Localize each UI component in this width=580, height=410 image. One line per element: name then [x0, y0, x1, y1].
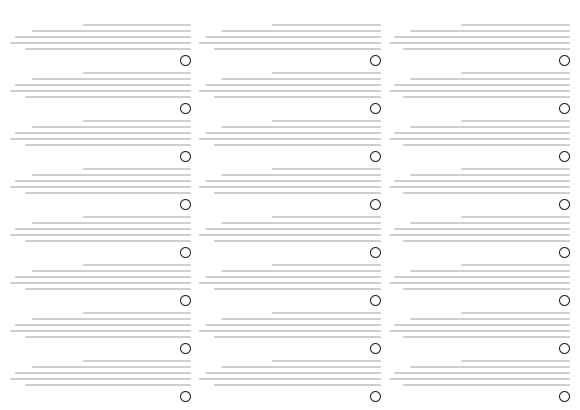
text-line-placeholder: [15, 277, 191, 279]
declaration-number: [559, 343, 570, 354]
text-line-placeholder: [403, 97, 570, 99]
text-line-placeholder: [83, 313, 192, 315]
text-line-placeholder: [10, 91, 191, 93]
declaration-number: [370, 103, 381, 114]
declaration-block: [10, 167, 191, 210]
declaration-block: [199, 263, 380, 306]
text-line-placeholder: [32, 79, 192, 81]
text-line-placeholder: [205, 229, 381, 231]
text-line-placeholder: [389, 331, 570, 333]
text-line-placeholder: [25, 193, 192, 195]
text-line-placeholder: [15, 373, 191, 375]
declaration-block: [199, 359, 380, 402]
declaration-number: [559, 391, 570, 402]
declaration-number: [559, 151, 570, 162]
text-line-placeholder: [10, 379, 191, 381]
declaration-heading: [199, 247, 380, 258]
declaration-block: [10, 119, 191, 162]
text-line-placeholder: [214, 49, 381, 51]
declaration-block: [389, 359, 570, 402]
text-line-placeholder: [394, 325, 570, 327]
declaration-number: [370, 247, 381, 258]
text-line-placeholder: [403, 241, 570, 243]
text-line-placeholder: [221, 175, 381, 177]
text-column: [199, 8, 380, 402]
declaration-heading: [389, 55, 570, 66]
declaration-number: [370, 343, 381, 354]
text-line-placeholder: [32, 367, 192, 369]
text-line-placeholder: [83, 361, 192, 363]
text-line-placeholder: [403, 193, 570, 195]
text-line-placeholder: [389, 91, 570, 93]
declaration-number: [180, 295, 191, 306]
text-line-placeholder: [394, 37, 570, 39]
text-line-placeholder: [221, 79, 381, 81]
text-column: [10, 8, 191, 402]
text-line-placeholder: [32, 271, 192, 273]
text-line-placeholder: [25, 241, 192, 243]
text-line-placeholder: [410, 175, 570, 177]
declaration-heading: [389, 103, 570, 114]
text-line-placeholder: [10, 331, 191, 333]
text-line-placeholder: [403, 289, 570, 291]
text-line-placeholder: [32, 31, 192, 33]
text-line-placeholder: [272, 265, 381, 267]
text-line-placeholder: [25, 385, 192, 387]
declaration-block: [199, 71, 380, 114]
declaration-heading: [389, 391, 570, 402]
declaration-number: [370, 391, 381, 402]
declaration-heading: [199, 295, 380, 306]
declaration-heading: [199, 103, 380, 114]
text-line-placeholder: [15, 133, 191, 135]
text-line-placeholder: [214, 241, 381, 243]
text-line-placeholder: [10, 187, 191, 189]
declaration-block: [199, 311, 380, 354]
declaration-number: [370, 199, 381, 210]
text-line-placeholder: [25, 289, 192, 291]
text-line-placeholder: [461, 121, 570, 123]
text-line-placeholder: [25, 337, 192, 339]
declaration-heading: [199, 391, 380, 402]
text-line-placeholder: [394, 181, 570, 183]
text-line-placeholder: [205, 133, 381, 135]
declaration-number: [559, 295, 570, 306]
declaration-number: [180, 391, 191, 402]
text-line-placeholder: [272, 217, 381, 219]
text-line-placeholder: [15, 37, 191, 39]
text-line-placeholder: [83, 121, 192, 123]
text-line-placeholder: [32, 223, 192, 225]
text-line-placeholder: [83, 265, 192, 267]
declaration-heading: [389, 199, 570, 210]
text-line-placeholder: [83, 25, 192, 27]
text-line-placeholder: [461, 73, 570, 75]
text-line-placeholder: [394, 373, 570, 375]
text-line-placeholder: [221, 223, 381, 225]
text-line-placeholder: [10, 235, 191, 237]
declaration-block: [10, 215, 191, 258]
text-line-placeholder: [10, 139, 191, 141]
text-line-placeholder: [410, 223, 570, 225]
declaration-heading: [10, 55, 191, 66]
text-line-placeholder: [83, 73, 192, 75]
text-line-placeholder: [389, 235, 570, 237]
declaration-number: [559, 247, 570, 258]
text-line-placeholder: [32, 127, 192, 129]
text-line-placeholder: [272, 25, 381, 27]
text-line-placeholder: [272, 361, 381, 363]
text-line-placeholder: [205, 181, 381, 183]
text-line-placeholder: [403, 337, 570, 339]
declaration-heading: [10, 199, 191, 210]
text-line-placeholder: [214, 97, 381, 99]
text-line-placeholder: [205, 37, 381, 39]
declaration-heading: [10, 295, 191, 306]
declaration-heading: [10, 247, 191, 258]
text-line-placeholder: [272, 169, 381, 171]
declaration-number: [370, 55, 381, 66]
text-line-placeholder: [205, 85, 381, 87]
text-line-placeholder: [461, 313, 570, 315]
text-line-placeholder: [461, 169, 570, 171]
text-line-placeholder: [205, 325, 381, 327]
text-line-placeholder: [25, 145, 192, 147]
declaration-heading: [199, 199, 380, 210]
text-line-placeholder: [389, 187, 570, 189]
declaration-number: [180, 247, 191, 258]
text-line-placeholder: [272, 121, 381, 123]
text-line-placeholder: [461, 25, 570, 27]
text-line-placeholder: [199, 235, 380, 237]
declaration-block: [389, 23, 570, 66]
text-line-placeholder: [199, 91, 380, 93]
text-line-placeholder: [214, 289, 381, 291]
text-line-placeholder: [199, 283, 380, 285]
declaration-number: [559, 103, 570, 114]
declaration-heading: [389, 151, 570, 162]
text-line-placeholder: [25, 49, 192, 51]
text-line-placeholder: [199, 43, 380, 45]
text-line-placeholder: [15, 229, 191, 231]
text-line-placeholder: [410, 127, 570, 129]
declaration-number: [559, 199, 570, 210]
text-line-placeholder: [32, 175, 192, 177]
text-line-placeholder: [403, 145, 570, 147]
text-line-placeholder: [15, 325, 191, 327]
text-line-placeholder: [199, 187, 380, 189]
declaration-block: [199, 23, 380, 66]
declaration-block: [389, 167, 570, 210]
text-line-placeholder: [461, 217, 570, 219]
text-column: [389, 8, 570, 402]
text-line-placeholder: [410, 367, 570, 369]
text-line-placeholder: [394, 277, 570, 279]
declaration-number: [370, 295, 381, 306]
text-line-placeholder: [389, 283, 570, 285]
text-line-placeholder: [199, 331, 380, 333]
declaration-block: [10, 263, 191, 306]
text-line-placeholder: [221, 367, 381, 369]
text-line-placeholder: [394, 85, 570, 87]
declaration-heading: [10, 103, 191, 114]
declaration-number: [180, 55, 191, 66]
declaration-block: [389, 119, 570, 162]
declaration-heading: [199, 151, 380, 162]
text-line-placeholder: [403, 385, 570, 387]
text-line-placeholder: [389, 139, 570, 141]
declaration-block: [199, 119, 380, 162]
declaration-heading: [10, 151, 191, 162]
text-line-placeholder: [389, 43, 570, 45]
declaration-block: [389, 71, 570, 114]
text-line-placeholder: [83, 217, 192, 219]
text-line-placeholder: [221, 319, 381, 321]
text-line-placeholder: [410, 319, 570, 321]
text-line-placeholder: [394, 229, 570, 231]
declaration-number: [180, 199, 191, 210]
text-line-placeholder: [272, 313, 381, 315]
declaration-block: [199, 215, 380, 258]
text-line-placeholder: [10, 283, 191, 285]
text-line-placeholder: [205, 373, 381, 375]
text-line-placeholder: [221, 31, 381, 33]
text-line-placeholder: [10, 43, 191, 45]
text-line-placeholder: [205, 277, 381, 279]
text-line-placeholder: [403, 49, 570, 51]
text-line-placeholder: [214, 337, 381, 339]
text-line-placeholder: [410, 31, 570, 33]
text-line-placeholder: [389, 379, 570, 381]
text-line-placeholder: [199, 379, 380, 381]
declaration-block: [10, 23, 191, 66]
declaration-block: [10, 359, 191, 402]
declaration-block: [389, 311, 570, 354]
text-line-placeholder: [394, 133, 570, 135]
text-line-placeholder: [221, 271, 381, 273]
text-line-placeholder: [15, 85, 191, 87]
declaration-number: [180, 151, 191, 162]
text-line-placeholder: [410, 271, 570, 273]
text-line-placeholder: [461, 265, 570, 267]
declaration-heading: [389, 247, 570, 258]
text-line-placeholder: [461, 361, 570, 363]
declaration-heading: [389, 295, 570, 306]
declaration-number: [370, 151, 381, 162]
declaration-heading: [199, 55, 380, 66]
declaration-heading: [10, 391, 191, 402]
declaration-number: [180, 343, 191, 354]
text-line-placeholder: [25, 97, 192, 99]
declaration-heading: [10, 343, 191, 354]
text-line-placeholder: [272, 73, 381, 75]
declaration-block: [389, 215, 570, 258]
declaration-number: [180, 103, 191, 114]
declaration-heading: [389, 343, 570, 354]
declaration-heading: [199, 343, 380, 354]
text-line-placeholder: [410, 79, 570, 81]
text-line-placeholder: [214, 145, 381, 147]
text-line-placeholder: [15, 181, 191, 183]
declaration-block: [10, 71, 191, 114]
text-line-placeholder: [214, 385, 381, 387]
declaration-number: [559, 55, 570, 66]
text-line-placeholder: [83, 169, 192, 171]
text-line-placeholder: [199, 139, 380, 141]
declaration-block: [10, 311, 191, 354]
declaration-block: [389, 263, 570, 306]
text-line-placeholder: [221, 127, 381, 129]
declaration-block: [199, 167, 380, 210]
text-line-placeholder: [214, 193, 381, 195]
text-line-placeholder: [32, 319, 192, 321]
